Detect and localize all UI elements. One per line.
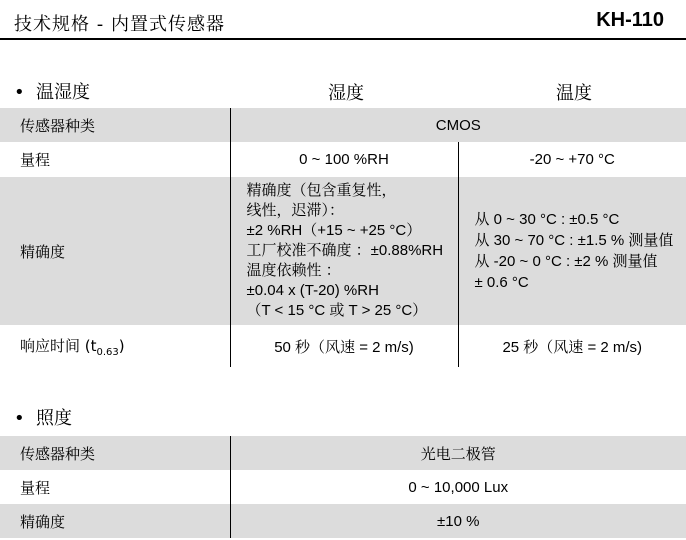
bullet-icon: •: [14, 408, 25, 429]
illuminance-table: [0, 436, 686, 538]
page-title: 技术规格 - 内置式传感器: [14, 14, 225, 35]
illuminance-sensor-type-value: 光电二极管: [230, 436, 686, 470]
table-row: [0, 177, 686, 325]
humidity-accuracy-line: ±0.04 x (T-20) %RH: [246, 282, 379, 299]
table-row: [0, 504, 686, 538]
temperature-accuracy-cell: [458, 177, 686, 325]
temperature-accuracy-line: 从 0 ~ 30 °C : ±0.5 °C: [474, 211, 620, 228]
row-label-sensor-type: 传感器种类: [0, 436, 230, 470]
humidity-temp-table: [0, 108, 686, 367]
row-label-range: 量程: [0, 470, 230, 504]
page-header: [0, 0, 686, 40]
table-row: [0, 470, 686, 504]
section-title-illuminance: • 照度: [14, 408, 72, 429]
temperature-accuracy-line: 从 30 ~ 70 °C : ±1.5 % 测量值: [474, 232, 674, 249]
temperature-range-value: -20 ~ +70 °C: [529, 151, 615, 168]
row-label-accuracy: 精确度: [0, 504, 230, 538]
table-row: [0, 108, 686, 142]
humidity-accuracy-line: ±2 %RH（+15 ~ +25 °C）: [246, 222, 422, 239]
table-row: [0, 325, 686, 367]
section-title-humidity-temp: • 温湿度: [14, 82, 90, 103]
temperature-accuracy-line: ± 0.6 °C: [474, 274, 529, 291]
illuminance-range-value: 0 ~ 10,000 Lux: [408, 478, 509, 496]
row-label-range: 量程: [0, 142, 230, 177]
humidity-range-value: 0 ~ 100 %RH: [230, 142, 458, 177]
temperature-accuracy-line: 从 -20 ~ 0 °C : ±2 % 测量值: [474, 253, 658, 270]
humidity-accuracy-line: （T < 15 °C 或 T > 25 °C）: [246, 302, 428, 319]
table-row: [0, 142, 686, 177]
sensor-type-value: CMOS: [230, 108, 686, 142]
humidity-accuracy-line: 精确度（包含重复性，: [246, 182, 397, 199]
bullet-icon: •: [14, 82, 25, 103]
humidity-response-value: 50 秒（风速 = 2 m/s): [230, 325, 458, 367]
illuminance-accuracy-value: ±10 %: [230, 504, 686, 538]
humidity-accuracy-line: 线性，迟滞）：: [246, 202, 345, 219]
humidity-accuracy-line: 工厂校准不确度 ：±0.88%RH: [246, 242, 444, 259]
row-label-sensor-type: 传感器种类: [0, 108, 230, 142]
column-header-humidity: 湿度: [328, 83, 364, 104]
column-header-temperature: 温度: [556, 83, 592, 104]
humidity-accuracy-cell: [230, 177, 458, 325]
model-number: KH-110: [596, 9, 664, 31]
row-label-accuracy: 精确度: [0, 177, 230, 325]
humidity-accuracy-line: 温度依赖性 ：: [246, 262, 341, 279]
table-row: [0, 436, 686, 470]
row-label-response-time: 响应时间 $(t_{0.63})$: [0, 325, 230, 367]
temperature-response-value: 25 秒（风速 = 2 m/s): [502, 338, 643, 356]
